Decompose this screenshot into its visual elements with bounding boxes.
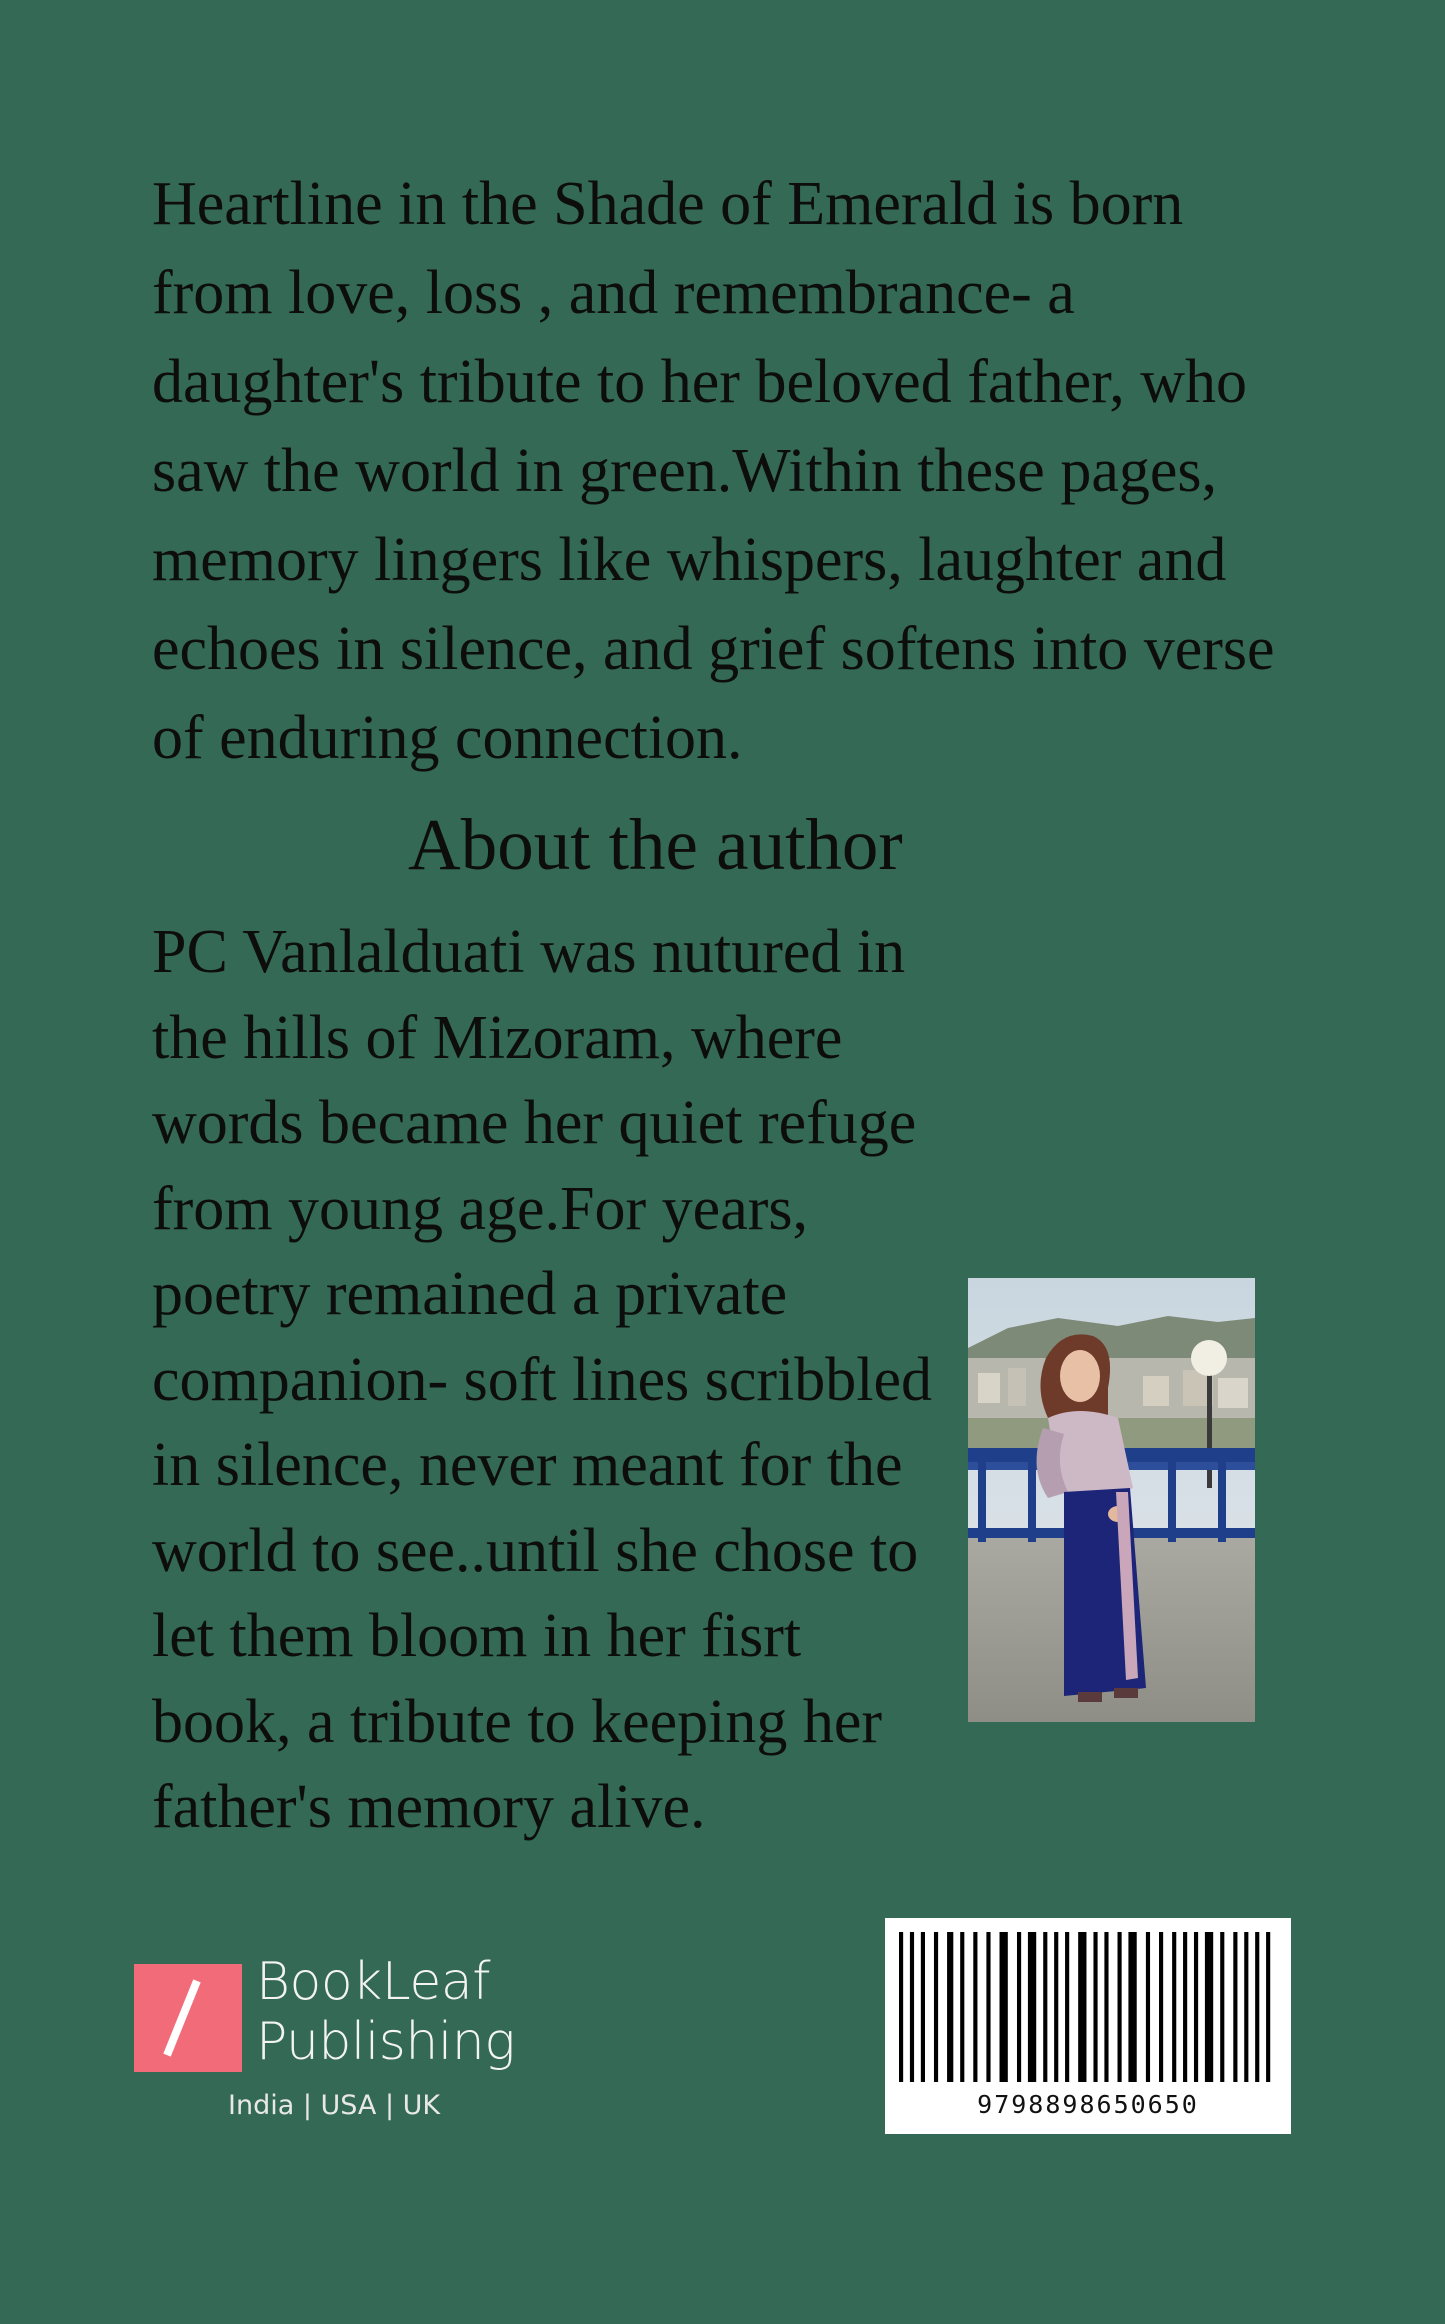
- publisher-name-line2: Publishing: [256, 2012, 515, 2072]
- bio-line: the hills of Mizoram, where: [152, 1003, 843, 1072]
- blurb-line: daughter's tribute to her beloved father, who: [152, 348, 1248, 416]
- barcode-bar: [1054, 1932, 1058, 2082]
- barcode-bar: [1233, 1932, 1237, 2082]
- blurb-line: echoes in silence, and grief softens into verse: [152, 615, 1275, 683]
- barcode-bar: [1017, 1932, 1021, 2082]
- author-photo-illustration: [968, 1278, 1255, 1722]
- bio-line: let them bloom in her fisrt: [152, 1602, 802, 1670]
- bio-line: companion- soft lines scribbled: [152, 1345, 932, 1414]
- barcode-bar: [960, 1932, 964, 2082]
- barcode-bar: [1194, 1932, 1198, 2082]
- barcode-bar: [1128, 1932, 1136, 2082]
- barcode-bar: [1000, 1932, 1008, 2082]
- barcode-bar: [899, 1932, 903, 2082]
- barcode-bar: [910, 1932, 914, 2082]
- isbn-number: 9798898650650: [977, 2090, 1199, 2119]
- bookleaf-mark-icon: [134, 1964, 242, 2072]
- author-bio: [152, 910, 982, 1851]
- barcode-bar: [986, 1932, 990, 2082]
- blurb-line: memory lingers like whispers, laughter and: [152, 526, 1227, 594]
- barcode-bar: [1159, 1932, 1163, 2082]
- barcode-bar: [1266, 1932, 1270, 2082]
- blurb-line: saw the world in green.Within these pages,: [152, 437, 1217, 505]
- bio-line: book, a tribute to keeping her: [152, 1687, 883, 1756]
- bio-line: father's memory alive.: [152, 1773, 706, 1841]
- barcode-bar: [1146, 1932, 1150, 2082]
- barcode-bar: [973, 1932, 977, 2082]
- barcode-bar: [1205, 1932, 1213, 2082]
- barcode-bar: [921, 1932, 925, 2082]
- bio-line: poetry remained a private: [152, 1260, 788, 1328]
- barcode-bar: [1255, 1932, 1259, 2082]
- barcode-bar: [1028, 1932, 1036, 2082]
- book-blurb: [152, 160, 1312, 783]
- publisher-name-line1: BookLeaf: [256, 1952, 491, 2012]
- bio-line: world to see..until she chose to: [152, 1516, 919, 1585]
- barcode-bar: [1244, 1932, 1248, 2082]
- publisher-logo: [134, 1952, 554, 2140]
- blurb-line: of enduring connection.: [152, 704, 743, 772]
- barcode-bar: [934, 1932, 938, 2082]
- publisher-name: [256, 1952, 515, 2072]
- isbn-barcode: [885, 1918, 1291, 2134]
- barcode-bar: [1093, 1932, 1097, 2082]
- bio-line: words became her quiet refuge: [152, 1089, 917, 1157]
- about-author-heading: About the author: [408, 804, 903, 885]
- bio-line: in silence, never meant for the: [152, 1431, 903, 1499]
- blurb-line: Heartline in the Shade of Emerald is born: [152, 170, 1184, 238]
- barcode-bar: [1043, 1932, 1047, 2082]
- barcode-bar: [1118, 1932, 1122, 2082]
- barcode-bar: [947, 1932, 953, 2082]
- barcode-bar: [1183, 1932, 1187, 2082]
- blurb-line: from love, loss , and remembrance- a: [152, 259, 1075, 327]
- barcode-bar: [1220, 1932, 1224, 2082]
- publisher-regions: India | USA | UK: [228, 2090, 441, 2121]
- barcode-bar: [1172, 1932, 1176, 2082]
- barcode-bar: [1065, 1932, 1069, 2082]
- barcode-bar: [1078, 1932, 1086, 2082]
- bio-line: from young age.For years,: [152, 1174, 808, 1243]
- author-photo: [968, 1278, 1255, 1722]
- barcode-bar: [1104, 1932, 1108, 2082]
- bio-line: PC Vanlalduati was nutured in: [152, 918, 906, 986]
